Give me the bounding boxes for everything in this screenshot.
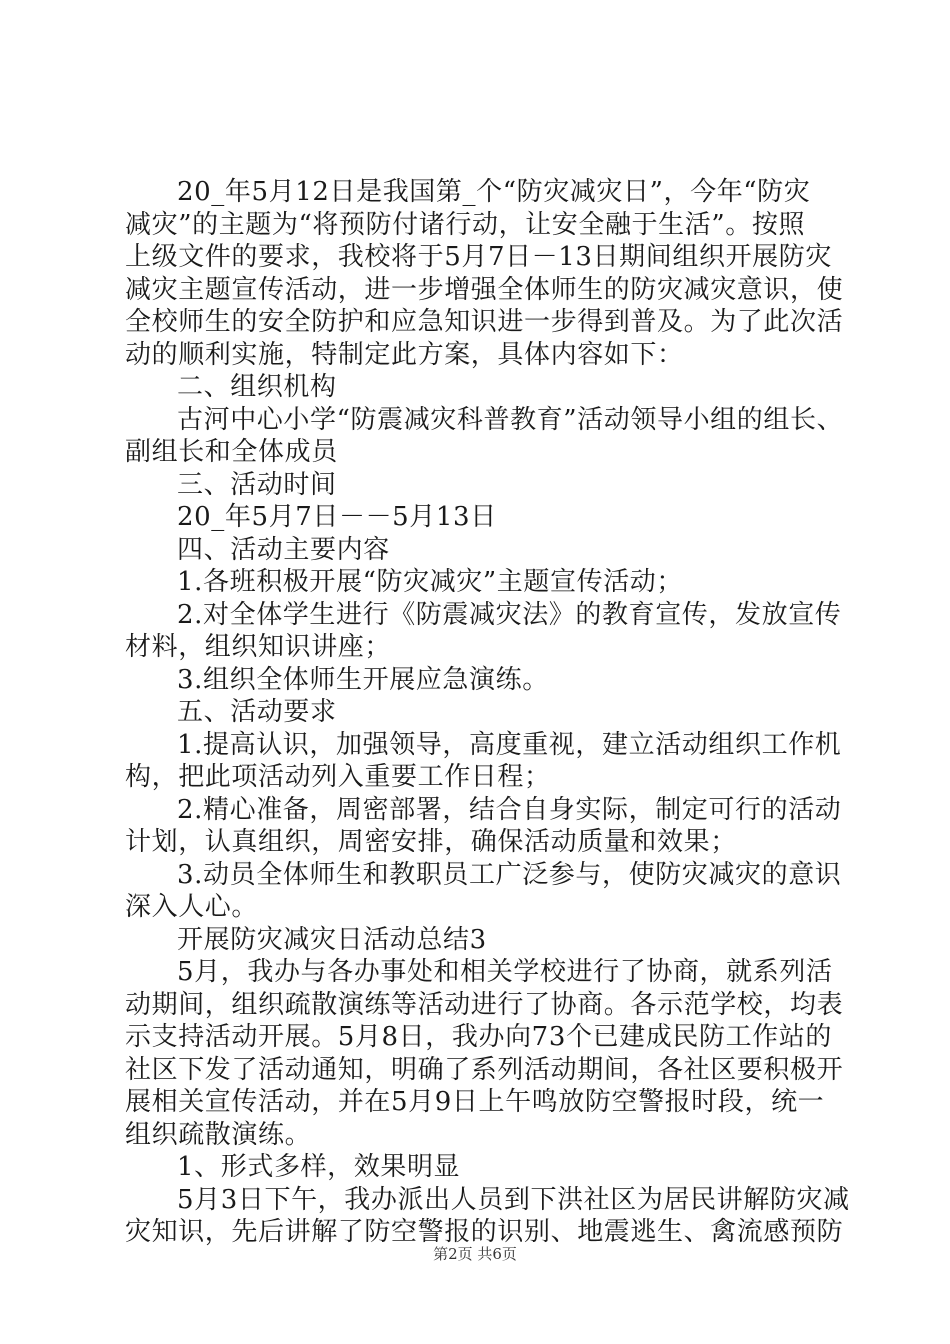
- section-heading: 五、活动要求: [177, 697, 337, 727]
- section-heading: 1、形式多样，效果明显: [177, 1152, 461, 1182]
- text-line: 副组长和全体成员: [125, 437, 338, 467]
- list-item: 3.组织全体师生开展应急演练。: [177, 664, 549, 695]
- list-item: 1.提高认识，加强领导，高度重视，建立活动组织工作机: [177, 729, 842, 760]
- text-line: 动期间，组织疏散演练等活动进行了协商。各示范学校，均表: [125, 989, 844, 1020]
- text-line: 上级文件的要求，我校将于5月7日－13日期间组织开展防灾: [125, 242, 832, 272]
- text-line: 计划，认真组织，周密安排，确保活动质量和效果；: [125, 827, 737, 857]
- text-line: 社区下发了活动通知，明确了系列活动期间，各社区要积极开: [125, 1054, 844, 1085]
- text-line: 展相关宣传活动，并在5月9日上午鸣放防空警报时段，统一: [125, 1087, 825, 1117]
- list-item: 2.对全体学生进行《防震减灾法》的教育宣传，发放宣传: [177, 599, 842, 630]
- text-line: 深入人心。: [125, 892, 259, 922]
- section-heading: 四、活动主要内容: [177, 534, 390, 565]
- text-line: 示支持活动开展。5月8日，我办向73个已建成民防工作站的: [125, 1022, 832, 1052]
- text-line: 构，把此项活动列入重要工作日程；: [125, 762, 551, 792]
- section-heading: 二、组织机构: [177, 372, 337, 402]
- text-line: 组织疏散演练。: [125, 1119, 312, 1150]
- text-line: 减灾”的主题为“将预防付诸行动，让安全融于生活”。按照: [125, 209, 806, 240]
- page-footer: 第2页 共6页: [433, 1245, 517, 1263]
- list-item: 3.动员全体师生和教职员工广泛参与，使防灾减灾的意识: [177, 859, 842, 890]
- text-line: 减灾主题宣传活动，进一步增强全体师生的防灾减灾意识，使: [125, 274, 844, 305]
- list-item: 1.各班积极开展“防灾减灾”主题宣传活动；: [177, 567, 683, 597]
- text-line: 全校师生的安全防护和应急知识进一步得到普及。为了此次活: [125, 307, 844, 337]
- section-heading: 开展防灾减灾日活动总结3: [177, 924, 487, 955]
- text-line: 材料，组织知识讲座；: [125, 632, 392, 662]
- text-line: 灾知识，先后讲解了防空警报的识别、地震逃生、禽流感预防: [125, 1217, 844, 1247]
- section-heading: 三、活动时间: [177, 469, 337, 500]
- text-line: 动的顺利实施，特制定此方案，具体内容如下：: [125, 339, 684, 370]
- list-item: 2.精心准备，周密部署，结合自身实际，制定可行的活动: [177, 794, 842, 825]
- text-line: 20_年5月12日是我国第_个“防灾减灾日”，今年“防灾: [177, 177, 811, 207]
- text-line: 古河中心小学“防震减灾科普教育”活动领导小组的组长、: [177, 404, 844, 435]
- text-line: 5月，我办与各办事处和相关学校进行了协商，就系列活: [177, 957, 833, 987]
- text-line: 20_年5月7日－－5月13日: [177, 502, 497, 532]
- text-line: 5月3日下午，我办派出人员到下洪社区为居民讲解防灾减: [177, 1184, 850, 1215]
- body-text: [125, 176, 850, 1249]
